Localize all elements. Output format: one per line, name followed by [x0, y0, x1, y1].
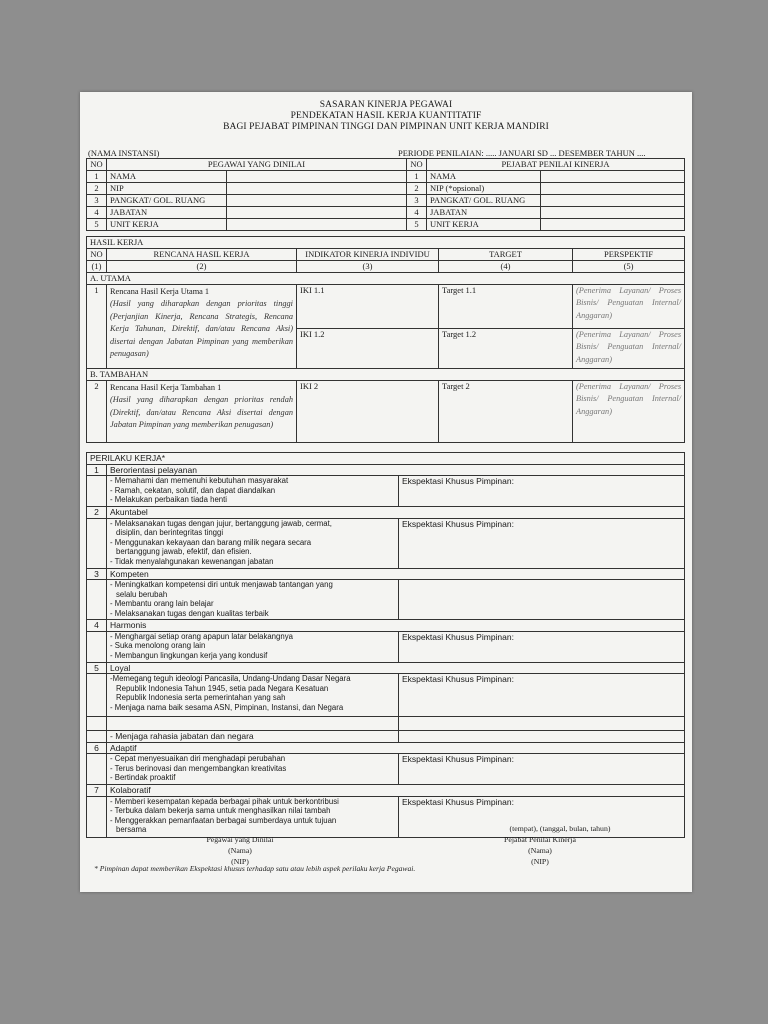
list-item: -Memegang teguh ideologi Pancasila, Undang-Undang Dasar Negara: [110, 674, 351, 683]
identity-row: [87, 183, 685, 195]
row-value-field[interactable]: [227, 219, 407, 231]
list-item: - Menjaga nama baik sesama ASN, Pimpinan, Instansi, dan Negara: [110, 702, 344, 712]
footnote: * Pimpinan dapat memberikan Ekspektasi khusus terhadap satu atau lebih aspek perilaku kerja Pegawai.: [94, 864, 416, 873]
identity-row: [87, 219, 685, 231]
list-item: bertanggung jawab, efektif, dan efisien.: [116, 547, 252, 557]
instansi-label: (NAMA INSTANSI): [88, 148, 160, 158]
iki-cell: IKI 1.1: [297, 285, 439, 329]
row-label: JABATAN: [107, 207, 227, 219]
list-item: - Meningkatkan kompetensi diri untuk menjawab tantangan yang: [110, 580, 333, 589]
group-title: Kolaboratif: [107, 785, 685, 797]
row-label: UNIT KERJA: [427, 219, 541, 231]
col-header-no: NO: [87, 249, 107, 261]
list-item: - Menjaga rahasia jabatan dan negara: [107, 731, 399, 743]
col-number: (4): [439, 261, 573, 273]
perspektif-cell: (Penerima Layanan/ Proses Bisnis/ Penguatan Internal/ Anggaran): [573, 381, 685, 443]
iki-cell: IKI 2: [297, 381, 439, 443]
perilaku-group-header: [87, 662, 685, 674]
list-item: - Membantu orang lain belajar: [110, 599, 214, 609]
identity-row: [87, 195, 685, 207]
group-no: 5: [87, 662, 107, 674]
doc-title: SASARAN KINERJA PEGAWAI: [319, 100, 453, 110]
row-no: 1: [87, 285, 107, 369]
group-no: 7: [87, 785, 107, 797]
col-number: (5): [573, 261, 685, 273]
ekspektasi-field[interactable]: Ekspektasi Khusus Pimpinan:: [399, 674, 685, 717]
list-item: - Memahami dan memenuhi kebutuhan masyarakat: [110, 476, 289, 485]
tambahan-row: [87, 381, 685, 443]
perilaku-group-header: [87, 785, 685, 797]
perilaku-kerja-table: [86, 452, 685, 838]
list-item: selalu berubah: [116, 589, 168, 599]
col-number: (2): [107, 261, 297, 273]
perspektif-cell: (Penerima Layanan/ Proses Bisnis/ Penguatan Internal/ Anggaran): [573, 285, 685, 329]
utama-section-title: A. UTAMA: [87, 273, 685, 285]
row-label: JABATAN: [427, 207, 541, 219]
behavior-list: [110, 797, 395, 835]
row-no: 5: [87, 219, 107, 231]
rencana-title: Rencana Hasil Kerja Utama 1: [110, 287, 210, 296]
signature-left-title: Pegawai yang Dinilai: [206, 835, 274, 844]
target-cell: Target 1.1: [439, 285, 573, 329]
behavior-list: [110, 519, 395, 567]
list-item: - Menggunakan kekayaan dan barang milik negara secara: [110, 537, 312, 547]
perilaku-group-header: [87, 742, 685, 754]
id-right-header: PEJABAT PENILAI KINERJA: [427, 159, 685, 171]
col-header-rencana: RENCANA HASIL KERJA: [107, 249, 297, 261]
behavior-list: [110, 632, 395, 661]
list-item: - Membangun lingkungan kerja yang kondusif: [110, 650, 268, 660]
perilaku-group-body: [87, 674, 685, 717]
place-date: (tempat), (tanggal, bulan, tahun): [509, 824, 611, 833]
perilaku-group-body: [87, 580, 685, 620]
behavior-list: [110, 580, 395, 618]
signature-right-name: (Nama): [528, 846, 552, 855]
rencana-desc: (Hasil yang diharapkan dengan prioritas rendah (Direktif, dan/atau Rencana Aksi disertai dengan Jabatan Pimpinan yang memberikan penugasan): [110, 395, 293, 430]
signature-right-title: Pejabat Penilai Kinerja: [504, 835, 576, 844]
list-item: Republik Indonesia Tahun 1945, setia pada Negara Kesatuan: [116, 683, 329, 693]
col-header-target: TARGET: [439, 249, 573, 261]
row-label: NAMA: [427, 171, 541, 183]
row-label: NIP (*opsional): [427, 183, 541, 195]
group-no: 2: [87, 507, 107, 519]
periode-label: PERIODE PENILAIAN: ..... JANUARI SD ... DESEMBER TAHUN ....: [398, 148, 646, 158]
row-value-field[interactable]: [227, 207, 407, 219]
list-item: - Ramah, cekatan, solutif, dan dapat diandalkan: [110, 485, 276, 495]
doc-subtitle-1: PENDEKATAN HASIL KERJA KUANTITATIF: [290, 111, 482, 121]
tambahan-section-title: B. TAMBAHAN: [87, 369, 685, 381]
row-value-field[interactable]: [541, 207, 685, 219]
row-no: 1: [407, 171, 427, 183]
col-header-iki: INDIKATOR KINERJA INDIVIDU: [297, 249, 439, 261]
list-item: - Memberi kesempatan kepada berbagai pihak untuk berkontribusi: [110, 796, 339, 806]
ekspektasi-field[interactable]: Ekspektasi Khusus Pimpinan:: [399, 518, 685, 568]
row-no: 2: [87, 183, 107, 195]
row-value-field[interactable]: [227, 171, 407, 183]
perilaku-group-body: [87, 631, 685, 662]
col-number: (3): [297, 261, 439, 273]
row-no: 2: [87, 381, 107, 443]
group-no: 6: [87, 742, 107, 754]
ekspektasi-field[interactable]: [399, 580, 685, 620]
list-item: Republik Indonesia serta pemerintahan yang sah: [116, 693, 286, 703]
list-item: - Melaksanakan tugas dengan kualitas terbaik: [110, 608, 269, 618]
list-item: - Terbuka dalam bekerja sama untuk menghasilkan nilai tambah: [110, 806, 331, 816]
row-no: 1: [87, 171, 107, 183]
row-value-field[interactable]: [227, 195, 407, 207]
rencana-cell: [107, 381, 297, 443]
list-item: - Cepat menyesuaikan diri menghadapi perubahan: [110, 754, 286, 763]
behavior-list: [110, 754, 395, 783]
signature-right: [470, 834, 610, 867]
identity-row: [87, 171, 685, 183]
doc-subtitle-2: BAGI PEJABAT PIMPINAN TINGGI DAN PIMPINAN UNIT KERJA MANDIRI: [223, 122, 549, 132]
list-item: - Melaksanakan tugas dengan jujur, bertanggung jawab, cermat,: [110, 518, 332, 528]
behavior-list: [110, 674, 395, 712]
list-item: - Tidak menyalahgunakan kewenangan jabatan: [110, 556, 274, 566]
rencana-title: Rencana Hasil Kerja Tambahan 1: [110, 383, 222, 392]
perilaku-group-header: [87, 464, 685, 476]
document-page: [80, 92, 692, 892]
hasil-section-title: HASIL KERJA: [87, 237, 685, 249]
perilaku-group-cont: [87, 731, 685, 743]
ekspektasi-field[interactable]: Ekspektasi Khusus Pimpinan:: [399, 631, 685, 662]
signature-left-nip: (NIP): [231, 857, 249, 866]
utama-row-1: [87, 285, 685, 329]
target-cell: Target 1.2: [439, 329, 573, 369]
target-cell: Target 2: [439, 381, 573, 443]
signature-left-name: (Nama): [228, 846, 252, 855]
hasil-kerja-table: [86, 236, 685, 443]
perspektif-cell: (Penerima Layanan/ Proses Bisnis/ Penguatan Internal/ Anggaran): [573, 329, 685, 369]
group-no: 4: [87, 620, 107, 632]
group-no: 3: [87, 568, 107, 580]
list-item: - Terus berinovasi dan mengembangkan kreativitas: [110, 763, 287, 773]
row-label: NAMA: [107, 171, 227, 183]
row-no: 3: [407, 195, 427, 207]
group-title: Berorientasi pelayanan: [107, 464, 685, 476]
signature-right-nip: (NIP): [531, 857, 549, 866]
perilaku-group-body: [87, 518, 685, 568]
perilaku-section-title: PERILAKU KERJA*: [87, 453, 685, 465]
row-no: 4: [407, 207, 427, 219]
ekspektasi-field[interactable]: Ekspektasi Khusus Pimpinan:: [399, 796, 685, 837]
id-no-header: NO: [87, 159, 107, 171]
row-label: PANGKAT/ GOL. RUANG: [427, 195, 541, 207]
group-title: Loyal: [107, 662, 685, 674]
row-no: 4: [87, 207, 107, 219]
row-value-field[interactable]: [541, 219, 685, 231]
group-title: Akuntabel: [107, 507, 685, 519]
group-title: Kompeten: [107, 568, 685, 580]
rencana-desc: (Hasil yang diharapkan dengan prioritas tinggi (Perjanjian Kinerja, Rencana Strategis, Rencana Kerja Tahunan, Direktif, dan/atau Rencana Aksi) disertai dengan Jabatan Pimpinan yang memberikan penugasan): [110, 299, 293, 359]
row-value-field[interactable]: [227, 183, 407, 195]
ekspektasi-field[interactable]: Ekspektasi Khusus Pimpinan:: [399, 476, 685, 507]
group-title: Harmonis: [107, 620, 685, 632]
perilaku-group-body: [87, 476, 685, 507]
signature-left: [170, 834, 310, 867]
row-value-field[interactable]: [541, 183, 685, 195]
ekspektasi-field[interactable]: Ekspektasi Khusus Pimpinan:: [399, 754, 685, 785]
group-no: 1: [87, 464, 107, 476]
perilaku-group-header: [87, 620, 685, 632]
list-item: - Menggerakkan pemanfaatan berbagai sumberdaya untuk tujuan: [110, 815, 337, 825]
row-no: 2: [407, 183, 427, 195]
id-left-header: PEGAWAI YANG DINILAI: [107, 159, 407, 171]
behavior-list: [110, 476, 395, 505]
list-item: - Menghargai setiap orang apapun latar belakangnya: [110, 631, 293, 641]
list-item: - Bertindak proaktif: [110, 773, 176, 783]
row-label: NIP: [107, 183, 227, 195]
row-label: UNIT KERJA: [107, 219, 227, 231]
list-item: bersama: [116, 825, 147, 835]
list-item: - Melakukan perbaikan tiada henti: [110, 495, 228, 505]
id-no-header: NO: [407, 159, 427, 171]
perilaku-spacer: [87, 717, 685, 731]
row-value-field[interactable]: [541, 195, 685, 207]
perilaku-group-body: [87, 754, 685, 785]
perilaku-group-header: [87, 507, 685, 519]
row-no: 5: [407, 219, 427, 231]
row-value-field[interactable]: [541, 171, 685, 183]
col-number: (1): [87, 261, 107, 273]
col-header-perspektif: PERSPEKTIF: [573, 249, 685, 261]
rencana-cell: [107, 285, 297, 369]
iki-cell: IKI 1.2: [297, 329, 439, 369]
row-no: 3: [87, 195, 107, 207]
list-item: disiplin, dan berintegritas tinggi: [116, 528, 224, 538]
identity-table: [86, 158, 685, 231]
group-title: Adaptif: [107, 742, 685, 754]
row-label: PANGKAT/ GOL. RUANG: [107, 195, 227, 207]
perilaku-group-header: [87, 568, 685, 580]
identity-row: [87, 207, 685, 219]
list-item: - Suka menolong orang lain: [110, 641, 206, 651]
